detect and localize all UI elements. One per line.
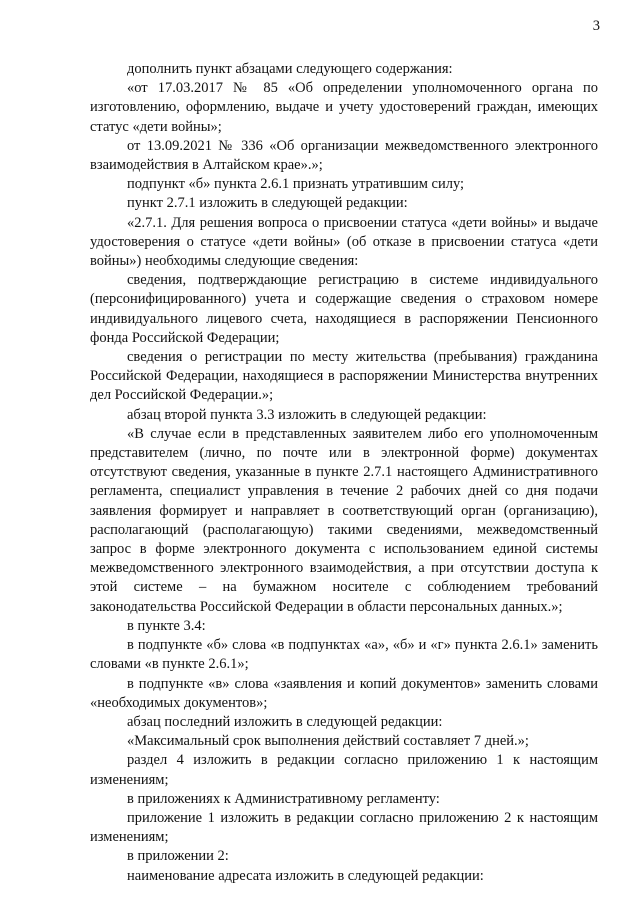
paragraph: сведения, подтверждающие регистрацию в системе индивидуального (персонифицированного) учета и содержащие сведения о страховом номере индивидуального лицевого счета, находящиеся в распоряжении Пенсионного фонда Российской Федерации; [90, 272, 598, 346]
paragraph: «Максимальный срок выполнения действий составляет 7 дней.»; [127, 733, 529, 750]
paragraph: в пункте 3.4: [127, 617, 206, 634]
paragraph: сведения о регистрации по месту жительства (пребывания) гражданина Российской Федерации, находящиеся в распоряжении Министерства внутренних дел Российской Федерации.»; [90, 349, 598, 404]
paragraph: абзац второй пункта 3.3 изложить в следующей редакции: [127, 406, 487, 423]
page-number: 3 [592, 18, 600, 34]
paragraph: в подпункте «в» слова «заявления и копий документов» заменить словами «необходимых документов»; [90, 675, 598, 711]
document-body [90, 60, 598, 886]
paragraph: приложение 1 изложить в редакции согласно приложению 2 к настоящим изменениям; [90, 809, 598, 846]
paragraph: от 13.09.2021 № 336 «Об организации межведомственного электронного взаимодействия в Алтайском крае».»; [90, 137, 598, 174]
paragraph: абзац последний изложить в следующей редакции: [127, 713, 443, 730]
paragraph: «В случае если в представленных заявителем либо его уполномоченным представителем (лично, по почте или в электронной форме) документах отсутствуют сведения, указанные в пункте 2.7.1 настоящего Административного регламента, специалист управления в течение 2 рабочих дней со дня подачи заявления формирует и направляет в соответствующий орган (организацию), располагающий (располагающую) такими сведениями, межведомственный запрос в форме электронного документа с использованием единой системы межведомственного электронного взаимодействия, а при отсутствии доступа к этой системе – на бумажном носителе с соблюдением требований законодательства Российской Федерации в области персональных данных.»; [90, 425, 598, 615]
paragraph: в подпункте «б» слова «в подпунктах «а», «б» и «г» пункта 2.6.1» заменить словами «в пункте 2.6.1»; [90, 637, 598, 673]
paragraph: раздел 4 изложить в редакции согласно приложению 1 к настоящим изменениям; [90, 752, 598, 788]
paragraph: наименование адресата изложить в следующей редакции: [127, 867, 484, 884]
paragraph: в приложении 2: [127, 848, 229, 865]
paragraph: «2.7.1. Для решения вопроса о присвоении статуса «дети войны» и выдаче удостоверения о статусе «дети войны» (об отказе в присвоении статуса «дети войны») необходимы следующие сведения: [90, 214, 598, 270]
paragraph: подпункт «б» пункта 2.6.1 признать утратившим силу; [127, 176, 465, 193]
paragraph: пункт 2.7.1 изложить в следующей редакции: [127, 195, 408, 212]
paragraph: «от 17.03.2017 № 85 «Об определении уполномоченного органа по изготовлению, оформлению, выдаче и учету удостоверений граждан, имеющих статус «дети войны»; [90, 80, 598, 135]
paragraph: дополнить пункт абзацами следующего содержания: [127, 61, 453, 77]
paragraph: в приложениях к Административному регламенту: [127, 790, 440, 807]
